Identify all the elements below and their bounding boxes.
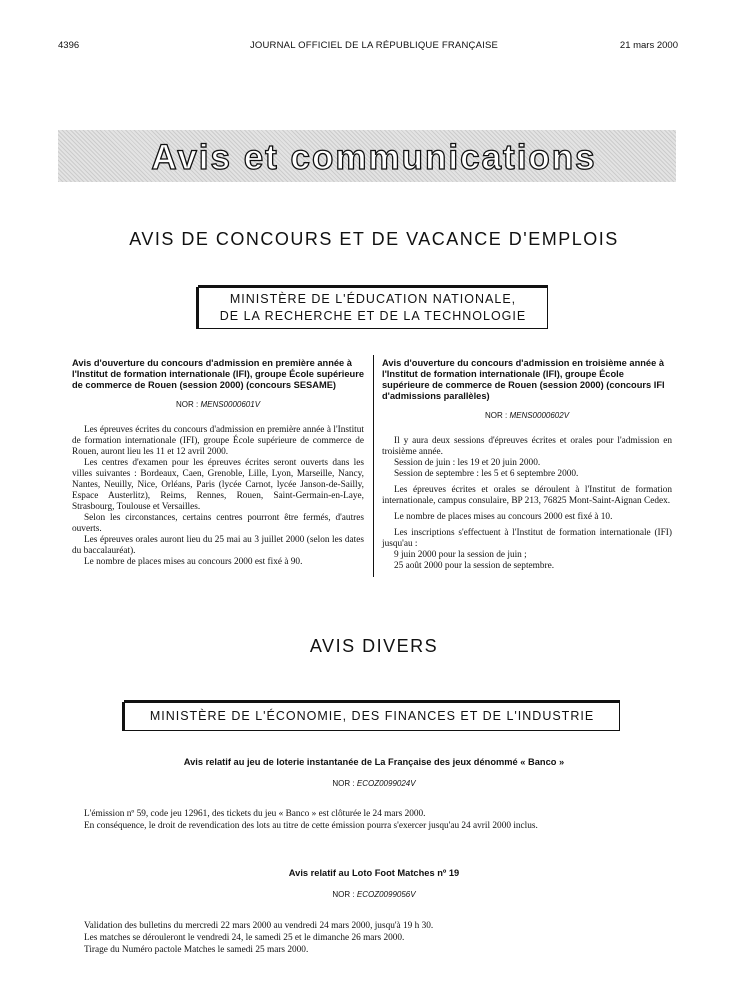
paragraph: Le nombre de places mises au concours 2000 est fixé à 90. <box>84 557 303 567</box>
left-notice-nor <box>72 400 364 409</box>
page-number: 4396 <box>58 40 80 51</box>
loto-notice-body <box>84 920 684 956</box>
body-line: Tirage du Numéro pactole Matches le samedi 25 mars 2000. <box>84 945 309 955</box>
ministry-line-2: DE LA RECHERCHE ET DE LA TECHNOLOGIE <box>219 309 527 323</box>
body-line: Les matches se dérouleront le vendredi 24, le samedi 25 et le dimanche 26 mars 2000. <box>84 933 405 943</box>
paragraph: Le nombre de places mises au concours 2000 est fixé à 10. <box>394 512 613 522</box>
banco-notice-title: Avis relatif au jeu de loterie instantanée de La Française des jeux dénommé « Banco » <box>183 757 565 767</box>
paragraph: Les épreuves écrites du concours d'admission en première année à l'Institut de formation internationale (IFI), groupe École supérieure de commerce de Rouen, auront lieu les 11 et 12 avril 2000. <box>72 425 364 457</box>
nor-label: NOR : <box>332 779 355 788</box>
body-line: En conséquence, le droit de revendication des lots au titre de cette émission pourra s'exercer jusqu'au 24 avril 2000 inclus. <box>84 821 538 831</box>
paragraph: Les centres d'examen pour les épreuves écrites seront ouverts dans les villes suivantes : Bordeaux, Caen, Grenoble, Lille, Lyon, Marseille, Nancy, Nantes, Neuilly, Nice, Orléans, Paris (lycée Carnot, lycée Janson-de-Sailly, Espace Austerlitz), Reims, Rennes, Rouen, Saint-Germain-en-Laye, Strasbourg, Toulouse et Versailles. <box>72 458 364 512</box>
loto-notice-title: Avis relatif au Loto Foot Matches nº 19 <box>288 868 460 878</box>
nor-code: ECOZ0099056V <box>356 890 416 899</box>
journal-title: JOURNAL OFFICIEL DE LA RÉPUBLIQUE FRANÇAISE <box>249 40 499 51</box>
right-notice-title: Avis d'ouverture du concours d'admission en troisième année à l'Institut de formation internationale (IFI), groupe École supérieure de commerce de Rouen (session 2000) (concours IFI d'admissions parallèles) <box>382 358 665 401</box>
body-line: Validation des bulletins du mercredi 22 mars 2000 au vendredi 24 mars 2000, jusqu'à 19 h 30. <box>84 921 434 931</box>
ministry-box-education <box>198 287 548 329</box>
nor-code: ECOZ0099024V <box>356 779 416 788</box>
nor-label: NOR : <box>175 400 199 409</box>
ministry-line-1: MINISTÈRE DE L'ÉDUCATION NATIONALE, <box>229 292 517 306</box>
paragraph: Session de juin : les 19 et 20 juin 2000. <box>394 458 541 468</box>
paragraph: 9 juin 2000 pour la session de juin ; <box>394 550 527 560</box>
paragraph: Les épreuves orales auront lieu du 25 mai au 3 juillet 2000 (selon les dates du baccalauréat). <box>72 535 364 556</box>
right-notice-nor <box>382 411 672 420</box>
banner-title: Avis et communications <box>151 138 597 177</box>
paragraph: Selon les circonstances, certains centres pourront être fermés, d'autres ouverts. <box>72 513 364 534</box>
paragraph: Les épreuves écrites et orales se déroulent à l'Institut de formation internationale, campus consulaire, BP 213, 76825 Mont-Saint-Aignan Cedex. <box>382 485 672 506</box>
section-title-concours: AVIS DE CONCOURS ET DE VACANCE D'EMPLOIS <box>129 229 619 249</box>
issue-date: 21 mars 2000 <box>619 40 678 51</box>
banco-notice-body <box>84 808 684 832</box>
paragraph: Session de septembre : les 5 et 6 septembre 2000. <box>394 469 579 479</box>
body-line: L'émission nº 59, code jeu 12961, des tickets du jeu « Banco » est clôturée le 24 mars 2000. <box>84 809 426 819</box>
paragraph: Les inscriptions s'effectuent à l'Institut de formation internationale (IFI) jusqu'au : <box>382 528 672 549</box>
nor-label: NOR : <box>332 890 355 899</box>
paragraph: 25 août 2000 pour la session de septembre. <box>394 561 555 571</box>
right-notice-body <box>382 436 672 572</box>
ministry-box-economie <box>124 702 620 731</box>
loto-notice-nor <box>0 890 748 899</box>
banco-notice-nor <box>0 779 748 788</box>
right-notice <box>382 358 672 572</box>
nor-label: NOR : <box>484 411 508 420</box>
section-title-avis-divers: AVIS DIVERS <box>309 636 439 656</box>
column-divider <box>373 355 374 577</box>
left-notice <box>72 358 364 568</box>
paragraph: Il y aura deux sessions d'épreuves écrites et orales pour l'admission en troisième année. <box>382 436 672 457</box>
left-notice-title: Avis d'ouverture du concours d'admission en première année à l'Institut de formation internationale (IFI), groupe École supérieure de commerce de Rouen (session 2000) (concours SESAME) <box>72 358 364 390</box>
nor-code: MENS0000602V <box>509 411 570 420</box>
left-notice-body <box>72 425 364 568</box>
ministry-line: MINISTÈRE DE L'ÉCONOMIE, DES FINANCES ET DE L'INDUSTRIE <box>149 709 595 723</box>
nor-code: MENS0000601V <box>200 400 261 409</box>
